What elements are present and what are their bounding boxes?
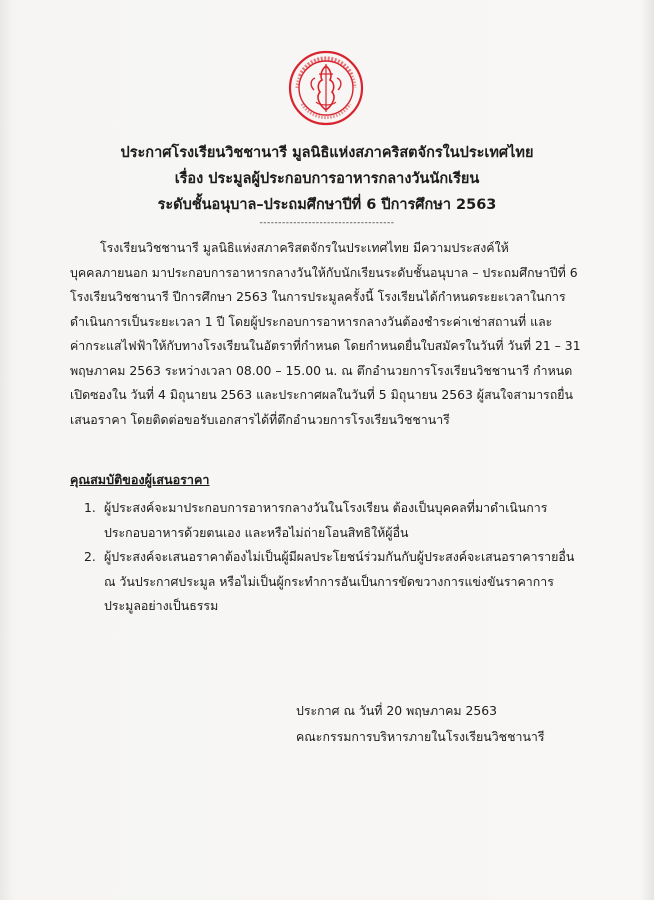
announcement-date: ประกาศ ณ วันที่ 20 พฤษภาคม 2563 (296, 703, 498, 718)
body-line: ดำเนินการเป็นระยะเวลา 1 ปี โดยผู้ประกอบการอาหารกลางวันต้องชำระค่าเช่าสถานที่ และ (70, 313, 553, 329)
body-line: เสนอราคา โดยติดต่อขอรับเอกสารได้ที่ตึกอำนวยการโรงเรียนวิชชานารี (70, 411, 450, 427)
title-line-1: ประกาศโรงเรียนวิชชานารี มูลนิธิแห่งสภาคริสตจักรในประเทศไทย (120, 145, 534, 161)
body-line: โรงเรียนวิชชานารี ปีการศึกษา 2563 ในการประมูลครั้งนี้ โรงเรียนได้กำหนดระยะเวลาในการ (70, 289, 566, 304)
announcement-body (70, 236, 630, 432)
item-line: ณ วันประกาศประมูล หรือไม่เป็นผู้กระทำการอันเป็นการขัดขวางการแข่งขันราคาการ (104, 573, 554, 589)
school-seal-logo (288, 50, 364, 126)
title-line-3: ระดับชั้นอนุบาล–ประถมศึกษาปีที่ 6 ปีการศึกษา 2563 (157, 197, 497, 213)
item-line: ผู้ประสงค์จะเสนอราคาต้องไม่เป็นผู้มีผลประโยชน์ร่วมกันกับผู้ประสงค์จะเสนอราคารายอื่น (104, 549, 575, 564)
body-line: โรงเรียนวิชชานารี มูลนิธิแห่งสภาคริสตจักรในประเทศไทย มีความประสงค์ให้ (100, 240, 509, 255)
qualifications-list (84, 496, 624, 619)
item-line: ประกอบอาหารด้วยตนเอง และหรือไม่ถ่ายโอนสิทธิให้ผู้อื่น (104, 524, 409, 540)
body-line: บุคคลภายนอก มาประกอบการอาหารกลางวันให้กับนักเรียนระดับชั้นอนุบาล – ประถมศึกษาปีที่ 6 (70, 264, 578, 280)
announcement-title (0, 140, 654, 218)
qualifications-heading: คุณสมบัติของผู้เสนอราคา (70, 472, 210, 487)
item-number: 1. (84, 500, 96, 515)
item-number: 2. (84, 549, 96, 564)
body-line: เปิดซองใน วันที่ 4 มิถุนายน 2563 และประกาศผลในวันที่ 5 มิถุนายน 2563 ผู้สนใจสามารถยื่น (70, 387, 573, 402)
signature-block (296, 698, 545, 750)
item-line: ผู้ประสงค์จะมาประกอบการอาหารกลางวันในโรงเรียน ต้องเป็นบุคคลที่มาดำเนินการ (104, 500, 548, 515)
list-item (84, 496, 624, 545)
title-divider: ------------------------------------ (259, 218, 395, 228)
body-line: ค่ากระแสไฟฟ้าให้กับทางโรงเรียนในอัตราที่กำหนด โดยกำหนดยื่นใบสมัครในวันที่ วันที่ 21 – 31 (70, 338, 581, 353)
body-line: พฤษภาคม 2563 ระหว่างเวลา 08.00 – 15.00 น. ณ ตึกอำนวยการโรงเรียนวิชชานารี กำหนด (70, 362, 573, 378)
title-line-2: เรื่อง ประมูลผู้ประกอบการอาหารกลางวันนักเรียน (174, 171, 480, 187)
item-line: ประมูลอย่างเป็นธรรม (104, 598, 219, 613)
list-item (84, 545, 624, 619)
issuing-committee: คณะกรรมการบริหารภายในโรงเรียนวิชชานารี (296, 729, 545, 744)
